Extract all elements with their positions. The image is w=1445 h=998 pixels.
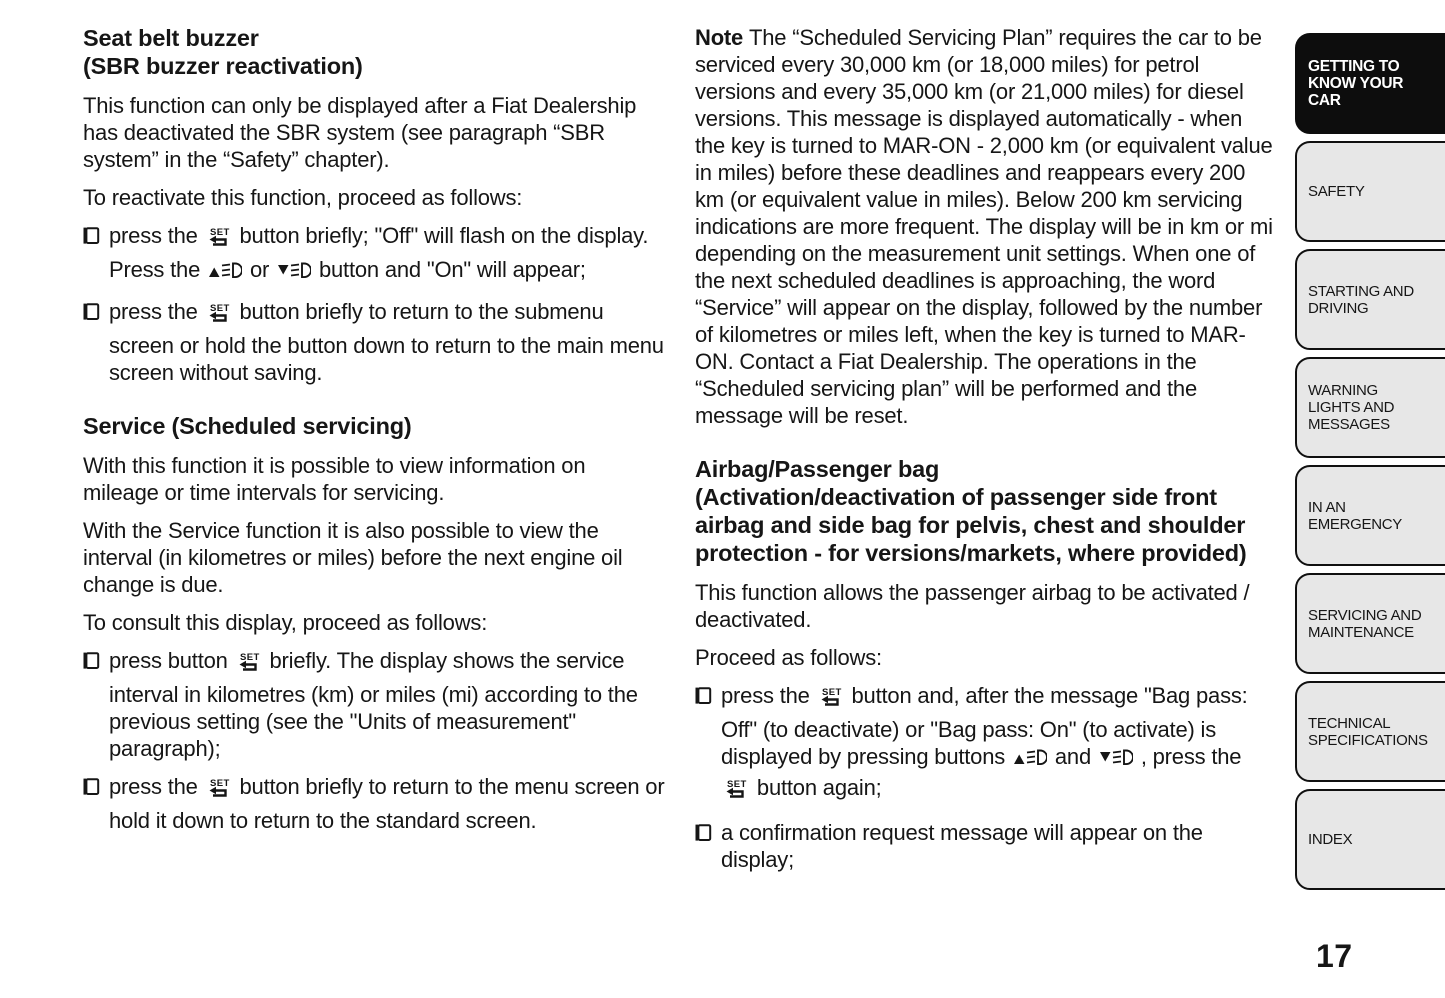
checkbox-bullet-icon bbox=[83, 776, 101, 834]
set-button-icon bbox=[206, 226, 232, 256]
bullet-text: press the SET button briefly to return to the submenu screen or hold the button down to return to the main menu screen without saving. bbox=[109, 299, 664, 385]
set-button-icon bbox=[206, 302, 232, 332]
paragraph: To consult this display, proceed as follows: bbox=[83, 610, 488, 635]
paragraph: This function can only be displayed after a Fiat Dealership has deactivated the SBR system (see paragraph “SBR system” in the “Safety” chapter). bbox=[83, 93, 637, 172]
sidebar-tab-technical-specifications[interactable] bbox=[1295, 681, 1445, 782]
section-heading-service: Service (Scheduled servicing) bbox=[83, 413, 412, 439]
sidebar-tab-safety[interactable] bbox=[1295, 141, 1445, 242]
set-button-icon bbox=[236, 651, 262, 681]
heading-line: (Activation/deactivation of passenger side front airbag and side bag for pelvis, chest and shoulder protection - for versions/markets, where provided) bbox=[695, 484, 1247, 566]
checkbox-bullet-icon bbox=[83, 301, 101, 386]
paragraph: With this function it is possible to view information on mileage or time intervals for servicing. bbox=[83, 453, 586, 505]
menu-up-button-icon bbox=[1013, 747, 1047, 774]
checkbox-bullet-icon bbox=[695, 822, 713, 873]
note-paragraph: Note The “Scheduled Servicing Plan” requires the car to be serviced every 30,000 km (or 18,000 miles) for petrol versions and every 35,000 km (or 21,000 miles) for diesel versions. This message is displayed automatically - when the key is turned to MAR-ON - 2,000 km (or equivalent value in miles) before these deadlines and reappears every 200 km (or equivalent value in miles). Below 200 km servicing indications are more frequent. The display will be in km or mi depending on the measurement unit settings. When one of the next scheduled deadlines is approaching, the word “Service” will appear on the display, followed by the number of kilometres or miles left, when the key is turned to MAR-ON. Contact a Fiat Dealership. The operations in the “Scheduled servicing plan” will be performed and the message will be reset. bbox=[695, 25, 1273, 428]
sidebar-tab-label: GETTING TO KNOW YOUR CAR bbox=[1308, 58, 1404, 109]
menu-down-button-icon bbox=[277, 260, 311, 287]
svg-text:SET: SET bbox=[821, 687, 842, 698]
set-button-icon bbox=[206, 777, 232, 807]
sidebar-tab-getting-to-know-your-car[interactable] bbox=[1295, 33, 1445, 134]
bullet-text: press the SET button briefly; "Off" will flash on the display. Press the or button and "On" will appear; bbox=[109, 222, 665, 287]
sidebar-tab-starting-and-driving[interactable] bbox=[1295, 249, 1445, 350]
section-heading-airbag-passenger-bag bbox=[695, 455, 1277, 567]
bullet-item bbox=[695, 819, 1277, 873]
bullet-text: press the SET button and, after the message "Bag pass: Off" (to deactivate) or "Bag pass: On" (to activate) is displayed by pressing buttons and , press the SET button again; bbox=[721, 682, 1277, 808]
sidebar-tab-label: WARNING LIGHTS AND MESSAGES bbox=[1308, 382, 1395, 433]
bullet-item bbox=[83, 647, 665, 762]
paragraph: With the Service function it is also possible to view the interval (in kilometres or miles) before the next engine oil change is due. bbox=[83, 518, 623, 597]
checkbox-bullet-icon bbox=[83, 650, 101, 762]
paragraph: This function allows the passenger airbag to be activated / deactivated. bbox=[695, 580, 1250, 632]
set-button-icon bbox=[723, 778, 749, 808]
svg-text:SET: SET bbox=[727, 779, 747, 790]
checkbox-bullet-icon bbox=[695, 685, 713, 808]
sidebar-tab-warning-lights-and-messages[interactable] bbox=[1295, 357, 1445, 458]
svg-text:SET: SET bbox=[209, 227, 230, 238]
left-column bbox=[83, 24, 665, 845]
bullet-item bbox=[83, 773, 665, 834]
heading-line: Airbag/Passenger bag bbox=[695, 456, 940, 482]
page-number: 17 bbox=[1316, 938, 1353, 974]
sidebar-tab-label: IN AN EMERGENCY bbox=[1308, 498, 1402, 533]
svg-text:SET: SET bbox=[209, 303, 230, 314]
sidebar-tab-servicing-and-maintenance[interactable] bbox=[1295, 573, 1445, 674]
sidebar-tab-label: SERVICING AND MAINTENANCE bbox=[1308, 606, 1422, 641]
checkbox-bullet-icon bbox=[83, 225, 101, 287]
paragraph: Proceed as follows: bbox=[695, 645, 882, 670]
menu-up-button-icon bbox=[208, 260, 242, 287]
section-heading-seat-belt-buzzer bbox=[83, 24, 665, 80]
sidebar-tab-in-an-emergency[interactable] bbox=[1295, 465, 1445, 566]
heading-line: (SBR buzzer reactivation) bbox=[83, 53, 363, 79]
bullet-text: press the SET button briefly to return to the menu screen or hold it down to return to the standard screen. bbox=[109, 774, 665, 833]
right-column bbox=[695, 24, 1277, 884]
svg-text:SET: SET bbox=[209, 778, 230, 789]
sidebar-tab-label: SAFETY bbox=[1308, 183, 1365, 200]
bullet-item bbox=[83, 222, 665, 287]
paragraph: To reactivate this function, proceed as follows: bbox=[83, 185, 523, 210]
bullet-text: press button SET briefly. The display shows the service interval in kilometres (km) or miles (mi) according to the previous setting (see the "Units of measurement" paragraph); bbox=[109, 648, 638, 761]
chapter-tab-bar bbox=[1295, 33, 1445, 890]
heading-line: Seat belt buzzer bbox=[83, 25, 259, 51]
sidebar-tab-label: INDEX bbox=[1308, 831, 1353, 848]
sidebar-tab-index[interactable] bbox=[1295, 789, 1445, 890]
sidebar-tab-label: STARTING AND DRIVING bbox=[1308, 282, 1414, 317]
set-button-icon bbox=[818, 686, 844, 716]
svg-text:SET: SET bbox=[239, 652, 260, 663]
bullet-item bbox=[83, 298, 665, 386]
bullet-item bbox=[695, 682, 1277, 808]
sidebar-tab-label: TECHNICAL SPECIFICATIONS bbox=[1308, 714, 1428, 749]
bullet-text: a confirmation request message will appear on the display; bbox=[721, 820, 1203, 872]
menu-down-button-icon bbox=[1099, 747, 1133, 774]
